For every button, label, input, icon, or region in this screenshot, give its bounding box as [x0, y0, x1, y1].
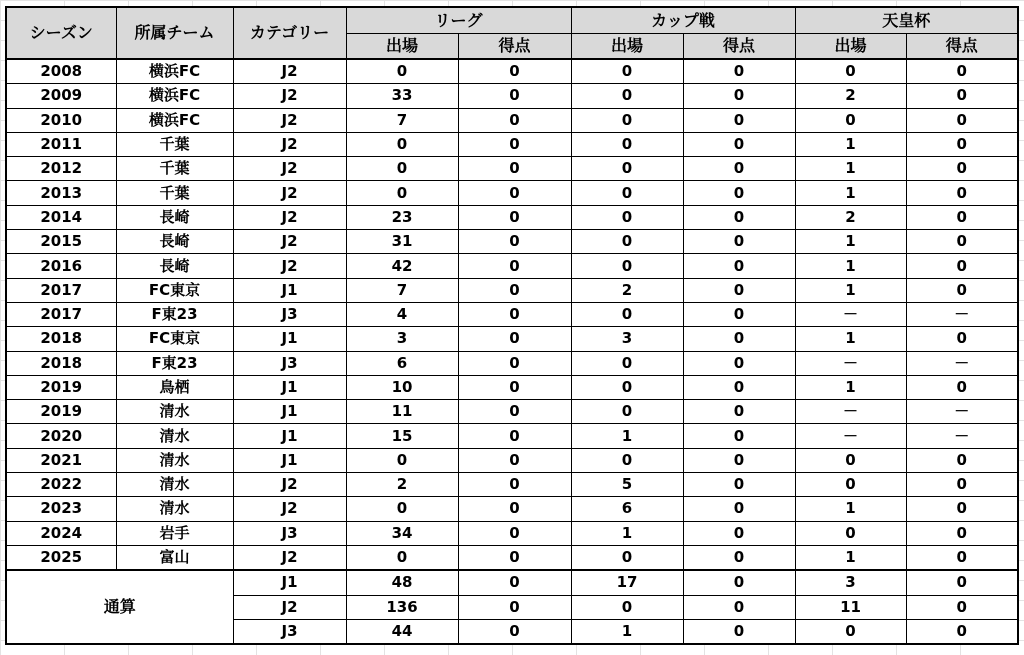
cell-team: 千葉: [116, 132, 233, 156]
cell-season: 2008: [6, 59, 116, 84]
cell-league-apps: 34: [346, 521, 458, 545]
cell-cup-goals: 0: [683, 181, 795, 205]
cell-team: F東23: [116, 302, 233, 326]
header-league: リーグ: [346, 7, 571, 34]
cell-emperor-goals: 0: [906, 181, 1018, 205]
cell-league-apps: 0: [346, 497, 458, 521]
cell-league-apps: 3: [346, 327, 458, 351]
cell-league-goals: 0: [458, 351, 571, 375]
table-row: [6, 327, 1018, 351]
cell-cup-apps: 0: [571, 448, 683, 472]
cell-season: 2022: [6, 473, 116, 497]
cell-cup-apps: 0: [571, 132, 683, 156]
cell-cup-goals: 0: [683, 448, 795, 472]
total-cell-league-goals: 0: [458, 619, 571, 644]
cell-cup-goals: 0: [683, 521, 795, 545]
cell-league-apps: 33: [346, 84, 458, 108]
cell-season: 2017: [6, 278, 116, 302]
cell-league-apps: 42: [346, 254, 458, 278]
cell-team: 千葉: [116, 157, 233, 181]
table-row: [6, 157, 1018, 181]
cell-league-apps: 0: [346, 448, 458, 472]
cell-league-goals: 0: [458, 132, 571, 156]
cell-emperor-apps: 1: [795, 254, 906, 278]
cell-cup-goals: 0: [683, 132, 795, 156]
cell-cup-apps: 3: [571, 327, 683, 351]
total-label: 通算: [6, 570, 233, 644]
cell-league-apps: 11: [346, 400, 458, 424]
cell-emperor-apps: 1: [795, 375, 906, 399]
cell-league-apps: 4: [346, 302, 458, 326]
cell-cup-goals: 0: [683, 400, 795, 424]
cell-emperor-goals: 0: [906, 327, 1018, 351]
cell-season: 2020: [6, 424, 116, 448]
total-cell-cup-goals: 0: [683, 595, 795, 619]
cell-emperor-apps: －: [795, 424, 906, 448]
cell-league-goals: 0: [458, 497, 571, 521]
cell-emperor-goals: 0: [906, 157, 1018, 181]
cell-cup-goals: 0: [683, 230, 795, 254]
total-cell-emperor-apps: 3: [795, 570, 906, 595]
header-league-apps: 出場: [346, 34, 458, 60]
table-row: [6, 302, 1018, 326]
cell-cup-goals: 0: [683, 59, 795, 84]
cell-league-apps: 0: [346, 181, 458, 205]
cell-team: FC東京: [116, 327, 233, 351]
cell-team: 横浜FC: [116, 84, 233, 108]
cell-category: J2: [233, 84, 346, 108]
cell-category: J1: [233, 278, 346, 302]
cell-emperor-apps: 0: [795, 59, 906, 84]
cell-team: 岩手: [116, 521, 233, 545]
table-row: [6, 351, 1018, 375]
total-cell-emperor-apps: 0: [795, 619, 906, 644]
cell-league-goals: 0: [458, 424, 571, 448]
cell-cup-goals: 0: [683, 327, 795, 351]
cell-cup-goals: 0: [683, 351, 795, 375]
cell-league-goals: 0: [458, 278, 571, 302]
table-row: [6, 473, 1018, 497]
cell-cup-goals: 0: [683, 254, 795, 278]
cell-cup-apps: 0: [571, 181, 683, 205]
total-cell-category: J3: [233, 619, 346, 644]
cell-category: J1: [233, 375, 346, 399]
cell-emperor-apps: 1: [795, 278, 906, 302]
cell-team: 清水: [116, 424, 233, 448]
cell-season: 2012: [6, 157, 116, 181]
cell-cup-apps: 5: [571, 473, 683, 497]
table-row: [6, 424, 1018, 448]
cell-team: 長崎: [116, 230, 233, 254]
table-row: [6, 132, 1018, 156]
table-row: [6, 181, 1018, 205]
cell-emperor-goals: 0: [906, 278, 1018, 302]
cell-cup-goals: 0: [683, 205, 795, 229]
cell-emperor-goals: 0: [906, 375, 1018, 399]
total-cell-cup-goals: 0: [683, 570, 795, 595]
cell-cup-apps: 0: [571, 545, 683, 570]
cell-cup-apps: 1: [571, 424, 683, 448]
cell-league-apps: 15: [346, 424, 458, 448]
cell-league-goals: 0: [458, 302, 571, 326]
cell-team: FC東京: [116, 278, 233, 302]
total-cell-emperor-goals: 0: [906, 595, 1018, 619]
total-cell-emperor-goals: 0: [906, 619, 1018, 644]
total-cell-cup-apps: 1: [571, 619, 683, 644]
cell-league-goals: 0: [458, 108, 571, 132]
header-season: シーズン: [6, 7, 116, 59]
cell-league-goals: 0: [458, 521, 571, 545]
total-cell-emperor-apps: 11: [795, 595, 906, 619]
cell-cup-apps: 0: [571, 84, 683, 108]
cell-cup-goals: 0: [683, 84, 795, 108]
cell-cup-goals: 0: [683, 424, 795, 448]
total-cell-emperor-goals: 0: [906, 570, 1018, 595]
cell-category: J2: [233, 59, 346, 84]
table-row: [6, 108, 1018, 132]
cell-category: J2: [233, 473, 346, 497]
cell-emperor-goals: －: [906, 351, 1018, 375]
cell-cup-apps: 0: [571, 59, 683, 84]
cell-cup-goals: 0: [683, 375, 795, 399]
cell-emperor-apps: 1: [795, 545, 906, 570]
cell-category: J1: [233, 448, 346, 472]
total-cell-league-apps: 136: [346, 595, 458, 619]
cell-cup-apps: 0: [571, 108, 683, 132]
total-cell-category: J2: [233, 595, 346, 619]
header-league-goals: 得点: [458, 34, 571, 60]
header-emperor-apps: 出場: [795, 34, 906, 60]
cell-emperor-goals: 0: [906, 84, 1018, 108]
cell-league-goals: 0: [458, 375, 571, 399]
cell-league-apps: 0: [346, 59, 458, 84]
cell-team: 清水: [116, 448, 233, 472]
cell-league-goals: 0: [458, 205, 571, 229]
cell-league-apps: 0: [346, 157, 458, 181]
cell-season: 2018: [6, 351, 116, 375]
cell-emperor-apps: 1: [795, 157, 906, 181]
cell-team: 長崎: [116, 205, 233, 229]
cell-league-apps: 7: [346, 108, 458, 132]
cell-season: 2021: [6, 448, 116, 472]
cell-cup-goals: 0: [683, 545, 795, 570]
cell-emperor-apps: －: [795, 351, 906, 375]
cell-team: 横浜FC: [116, 59, 233, 84]
cell-season: 2016: [6, 254, 116, 278]
cell-emperor-apps: 2: [795, 205, 906, 229]
cell-league-goals: 0: [458, 400, 571, 424]
table-row: [6, 448, 1018, 472]
cell-emperor-apps: 0: [795, 473, 906, 497]
cell-cup-apps: 0: [571, 205, 683, 229]
cell-league-apps: 10: [346, 375, 458, 399]
total-cell-category: J1: [233, 570, 346, 595]
cell-category: J3: [233, 521, 346, 545]
cell-league-apps: 7: [346, 278, 458, 302]
cell-emperor-goals: 0: [906, 545, 1018, 570]
cell-team: 清水: [116, 400, 233, 424]
cell-league-apps: 31: [346, 230, 458, 254]
cell-category: J1: [233, 327, 346, 351]
cell-season: 2023: [6, 497, 116, 521]
table-row: [6, 497, 1018, 521]
cell-emperor-apps: 0: [795, 108, 906, 132]
cell-category: J3: [233, 302, 346, 326]
cell-league-goals: 0: [458, 230, 571, 254]
cell-season: 2009: [6, 84, 116, 108]
cell-cup-goals: 0: [683, 278, 795, 302]
cell-league-goals: 0: [458, 545, 571, 570]
cell-cup-goals: 0: [683, 302, 795, 326]
table-row: [6, 400, 1018, 424]
total-cell-league-apps: 44: [346, 619, 458, 644]
cell-emperor-apps: 1: [795, 327, 906, 351]
cell-cup-apps: 2: [571, 278, 683, 302]
season-rows: [6, 59, 1018, 644]
cell-cup-goals: 0: [683, 497, 795, 521]
table-row: [6, 521, 1018, 545]
cell-category: J3: [233, 351, 346, 375]
header-team: 所属チーム: [116, 7, 233, 59]
cell-cup-apps: 6: [571, 497, 683, 521]
cell-cup-apps: 0: [571, 254, 683, 278]
cell-season: 2019: [6, 400, 116, 424]
cell-category: J2: [233, 181, 346, 205]
cell-emperor-goals: 0: [906, 59, 1018, 84]
cell-league-apps: 6: [346, 351, 458, 375]
header-emperor-goals: 得点: [906, 34, 1018, 60]
cell-category: J1: [233, 424, 346, 448]
cell-team: 清水: [116, 497, 233, 521]
cell-league-apps: 23: [346, 205, 458, 229]
table-row: [6, 254, 1018, 278]
cell-emperor-goals: 0: [906, 132, 1018, 156]
header-cup-apps: 出場: [571, 34, 683, 60]
cell-emperor-apps: 0: [795, 448, 906, 472]
cell-league-goals: 0: [458, 157, 571, 181]
cell-emperor-apps: 1: [795, 132, 906, 156]
table-row: [6, 84, 1018, 108]
cell-emperor-goals: 0: [906, 254, 1018, 278]
cell-league-goals: 0: [458, 254, 571, 278]
cell-emperor-goals: 0: [906, 205, 1018, 229]
cell-league-goals: 0: [458, 473, 571, 497]
cell-season: 2015: [6, 230, 116, 254]
total-cell-league-apps: 48: [346, 570, 458, 595]
cell-emperor-apps: 2: [795, 84, 906, 108]
cell-emperor-apps: －: [795, 400, 906, 424]
cell-category: J2: [233, 205, 346, 229]
cell-emperor-goals: 0: [906, 521, 1018, 545]
table-row: [6, 59, 1018, 84]
cell-team: 千葉: [116, 181, 233, 205]
cell-cup-apps: 0: [571, 375, 683, 399]
cell-cup-goals: 0: [683, 473, 795, 497]
cell-emperor-goals: 0: [906, 448, 1018, 472]
cell-category: J2: [233, 157, 346, 181]
cell-team: 鳥栖: [116, 375, 233, 399]
cell-category: J2: [233, 132, 346, 156]
cell-cup-apps: 0: [571, 230, 683, 254]
cell-emperor-goals: 0: [906, 108, 1018, 132]
table-row: [6, 545, 1018, 570]
cell-league-apps: 2: [346, 473, 458, 497]
cell-category: J2: [233, 230, 346, 254]
cell-emperor-goals: －: [906, 400, 1018, 424]
cell-season: 2025: [6, 545, 116, 570]
cell-team: 横浜FC: [116, 108, 233, 132]
cell-category: J2: [233, 497, 346, 521]
cell-team: 富山: [116, 545, 233, 570]
cell-emperor-apps: 1: [795, 497, 906, 521]
header-emperor-cup: 天皇杯: [795, 7, 1018, 34]
cell-emperor-goals: －: [906, 424, 1018, 448]
table-row: [6, 278, 1018, 302]
cell-team: F東23: [116, 351, 233, 375]
cell-league-goals: 0: [458, 59, 571, 84]
cell-season: 2011: [6, 132, 116, 156]
cell-category: J2: [233, 108, 346, 132]
cell-emperor-goals: 0: [906, 473, 1018, 497]
cell-emperor-apps: －: [795, 302, 906, 326]
cell-league-apps: 0: [346, 132, 458, 156]
cell-cup-apps: 0: [571, 351, 683, 375]
cell-emperor-apps: 0: [795, 521, 906, 545]
table-row: [6, 230, 1018, 254]
cell-season: 2018: [6, 327, 116, 351]
total-cell-cup-apps: 17: [571, 570, 683, 595]
table-row: [6, 205, 1018, 229]
total-cell-league-goals: 0: [458, 570, 571, 595]
stats-table: [5, 6, 1019, 645]
header-category: カテゴリー: [233, 7, 346, 59]
cell-season: 2013: [6, 181, 116, 205]
cell-league-goals: 0: [458, 448, 571, 472]
cell-league-goals: 0: [458, 84, 571, 108]
cell-cup-apps: 0: [571, 302, 683, 326]
cell-league-goals: 0: [458, 327, 571, 351]
cell-team: 清水: [116, 473, 233, 497]
cell-emperor-goals: －: [906, 302, 1018, 326]
total-cell-league-goals: 0: [458, 595, 571, 619]
cell-season: 2017: [6, 302, 116, 326]
cell-cup-apps: 0: [571, 400, 683, 424]
cell-category: J2: [233, 545, 346, 570]
table-row: [6, 375, 1018, 399]
cell-emperor-apps: 1: [795, 181, 906, 205]
cell-season: 2019: [6, 375, 116, 399]
cell-league-apps: 0: [346, 545, 458, 570]
total-cell-cup-goals: 0: [683, 619, 795, 644]
cell-emperor-apps: 1: [795, 230, 906, 254]
cell-league-goals: 0: [458, 181, 571, 205]
cell-category: J1: [233, 400, 346, 424]
cell-season: 2024: [6, 521, 116, 545]
total-row: [6, 570, 1018, 595]
cell-season: 2014: [6, 205, 116, 229]
cell-emperor-goals: 0: [906, 230, 1018, 254]
header-cup: カップ戦: [571, 7, 795, 34]
cell-cup-goals: 0: [683, 157, 795, 181]
cell-season: 2010: [6, 108, 116, 132]
cell-cup-apps: 0: [571, 157, 683, 181]
cell-emperor-goals: 0: [906, 497, 1018, 521]
cell-cup-goals: 0: [683, 108, 795, 132]
cell-category: J2: [233, 254, 346, 278]
total-cell-cup-apps: 0: [571, 595, 683, 619]
cell-cup-apps: 1: [571, 521, 683, 545]
header-cup-goals: 得点: [683, 34, 795, 60]
cell-team: 長崎: [116, 254, 233, 278]
